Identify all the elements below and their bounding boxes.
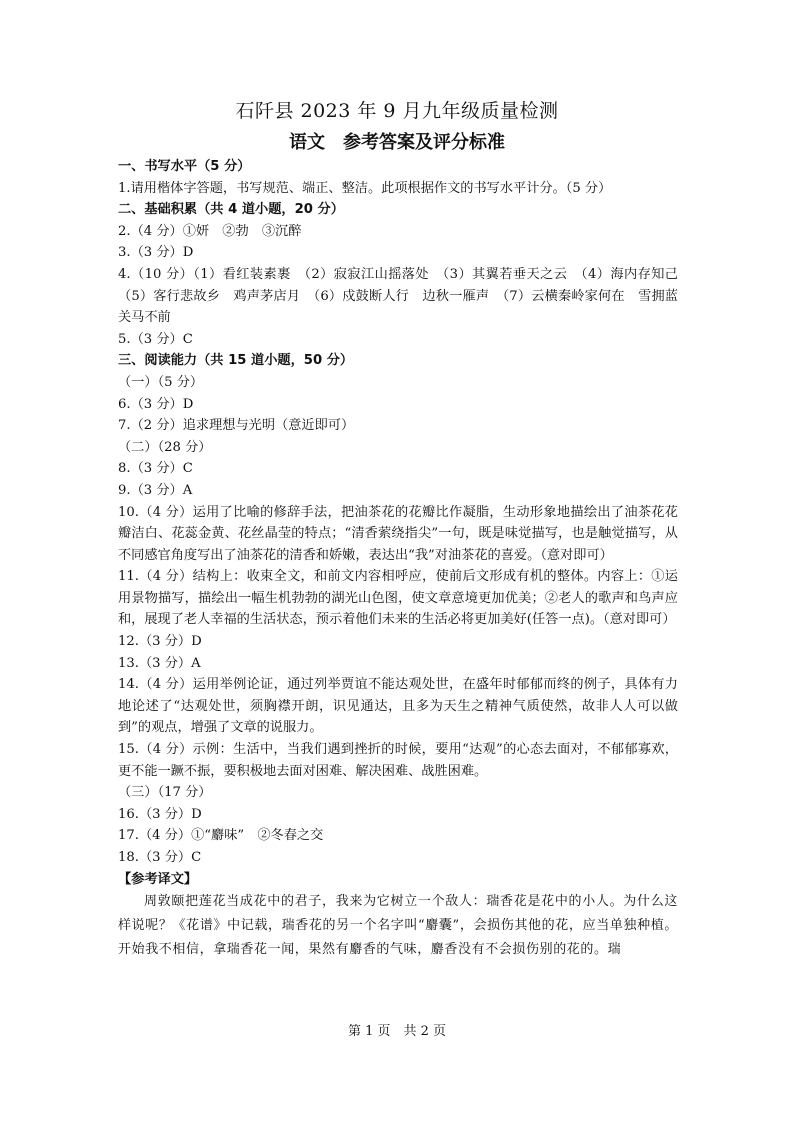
page-footer: 第 1 页 共 2 页: [347, 1024, 447, 1039]
answer-content: [118, 156, 692, 962]
reference-translation: 周敦颐把莲花当成花中的君子，我来为它树立一个敌人：瑞香花是花中的小人。为什么这样说呢？《花谱》中记载，瑞香花的另一个名字叫“麝囊”，会损伤其他的花，应当单独种植。开始我不相信，拿瑞香花一闻，果然有麝香的气味，麝香没有不会损伤别的花的。瑞: [118, 894, 678, 958]
answer-item: 6.（3 分）D: [118, 396, 194, 412]
answer-item: 2.（4 分）①妍 ②勃 ③沉醉: [118, 223, 302, 239]
answer-item: 17.（4 分）①“麝味” ②冬春之交: [118, 828, 324, 844]
answer-item: 4.（10 分）（1）看红装素裹 （2）寂寂江山摇落处 （3）其翼若垂天之云 （4）海内存知己 （5）客行悲故乡 鸡声茅店月 （6）戍鼓断人行 边秋一雁声 （7）云横秦岭家何在 雪拥蓝关马不前: [118, 266, 692, 326]
group-heading: （三）（17 分）: [118, 785, 212, 801]
document-subtitle: 语文 参考答案及评分标准: [289, 132, 505, 153]
answer-item: 9.（3 分）A: [118, 482, 193, 498]
section-heading: 三、阅读能力（共 15 道小题，50 分）: [118, 353, 354, 369]
answer-item: 12.（3 分）D: [118, 634, 202, 650]
answer-item: 1.请用楷体字答题，书写规范、端正、整洁。此项根据作文的书写水平计分。（5 分）: [118, 180, 612, 196]
document-title: 石阡县 2023 年 9 月九年级质量检测: [235, 100, 559, 122]
answer-item: 11.（4 分）结构上：收束全文，和前文内容相呼应，使前后文形成有机的整体。内容上：①运用景物描写，描绘出一幅生机勃勃的湖光山色图，使文章意境更加优美；②老人的歌声和鸟声应和，展现了老人幸福的生活状态，预示着他们未来的生活必将更加美好(任答一点)。（意对即可）: [118, 569, 678, 628]
answer-item: 8.（3 分）C: [118, 461, 193, 477]
section-heading: 一、书写水平（5 分）: [118, 159, 251, 174]
answer-item: 3.（3 分）D: [118, 245, 194, 261]
answer-item: 7.（2 分）追求理想与光明（意近即可）: [118, 418, 355, 434]
answer-item: 14.（4 分）运用举例论证，通过列举贾谊不能达观处世，在盛年时郁郁而终的例子，具体有力地论述了“达观处世，须胸襟开朗，识见通达，且多为天生之精神气质使然，故非人人可以做到”的观点，增强了文章的说服力。: [118, 677, 678, 736]
answer-item: 13.（3 分）A: [118, 655, 201, 671]
answer-item: 16.（3 分）D: [118, 806, 202, 822]
reference-heading: 【参考译文】: [118, 871, 198, 887]
answer-item: 10.（4 分）运用了比喻的修辞手法，把油茶花的花瓣比作凝脂，生动形象地描绘出了油茶花花瓣洁白、花蕊金黄、花丝晶莹的特点；“清香萦绕指尖”一句，既是味觉描写，也是触觉描写，从不同感官角度写出了油茶花的清香和娇嫩，表达出“我”对油茶花的喜爱。（意对即可）: [118, 504, 678, 563]
answer-item: 18.（3 分）C: [118, 850, 202, 865]
answer-item: 15.（4 分）示例：生活中，当我们遇到挫折的时候，要用“达观”的心态去面对，不郁郁寡欢，更不能一蹶不振，要积极地去面对困难、解决困难、战胜困难。: [118, 742, 678, 779]
answer-item: 5.（3 分）C: [118, 331, 193, 347]
section-heading: 二、基础积累（共 4 道小题，20 分）: [118, 202, 344, 218]
group-heading: （一）（5 分）: [118, 374, 204, 390]
group-heading: （二）（28 分）: [118, 439, 212, 455]
